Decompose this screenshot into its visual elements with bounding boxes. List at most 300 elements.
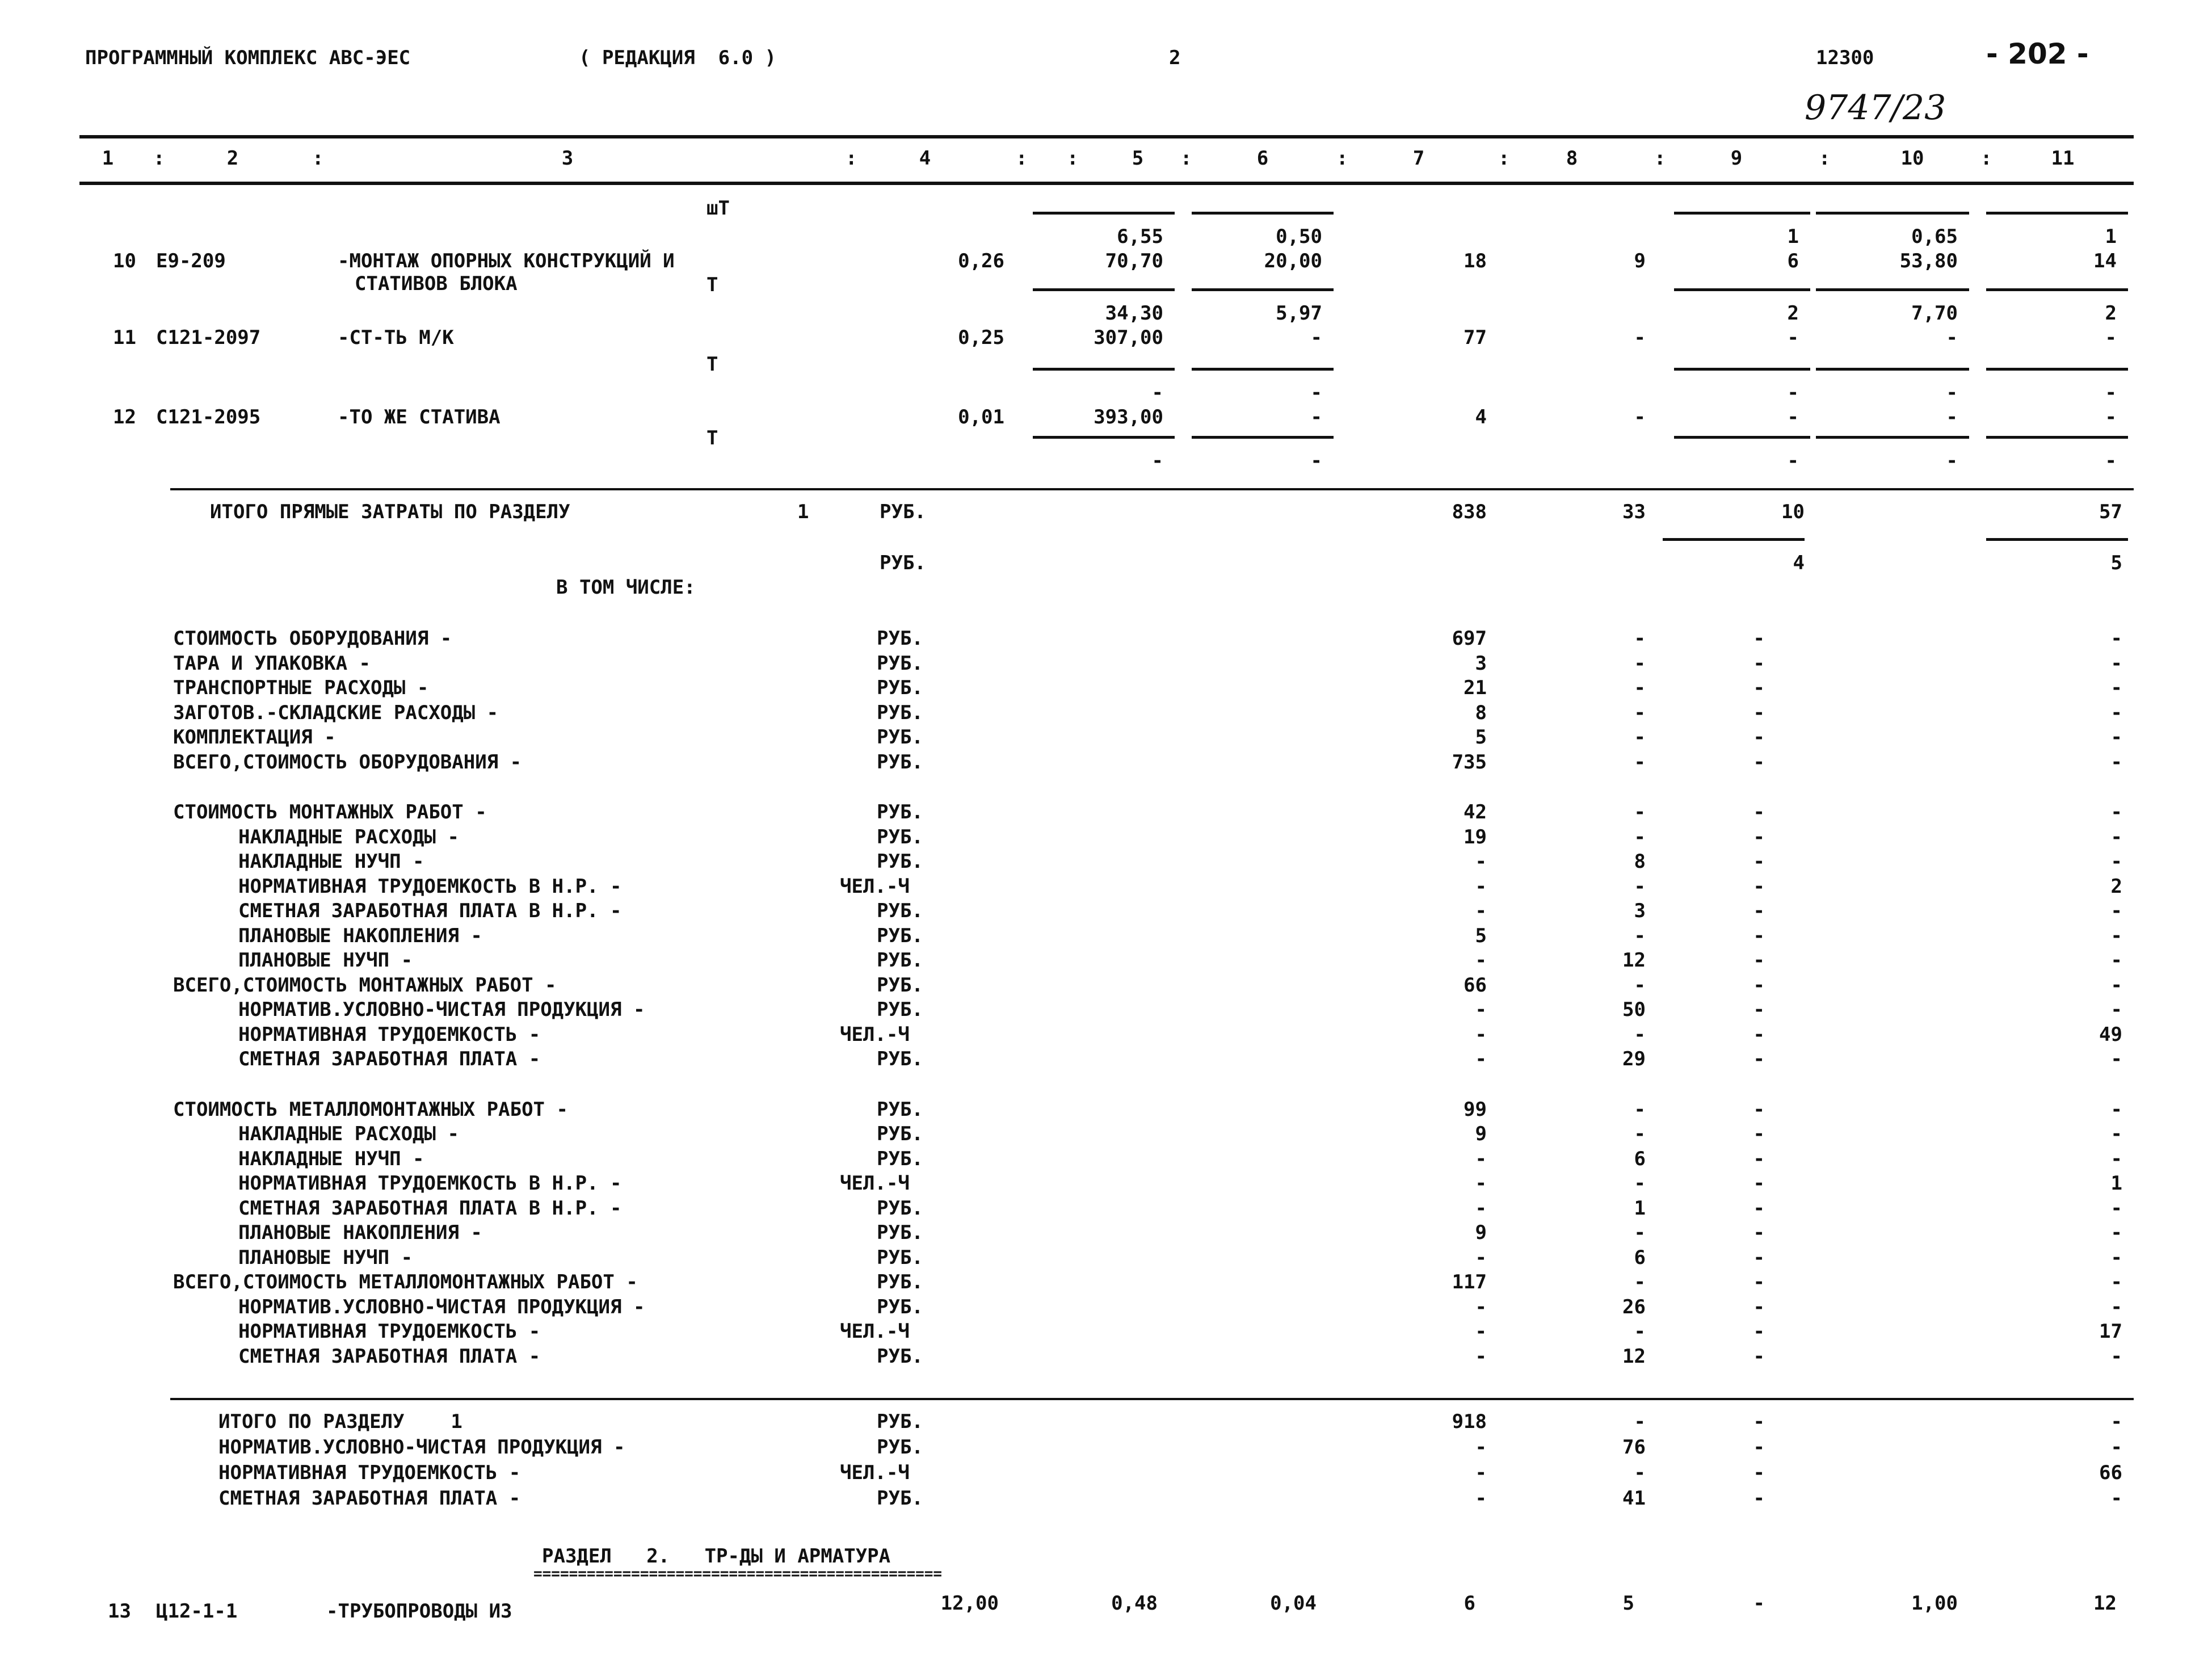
summary-col8: 3 bbox=[1634, 900, 1646, 922]
section-total-label: СМЕТНАЯ ЗАРАБОТНАЯ ПЛАТА - bbox=[218, 1487, 521, 1510]
summary-unit: РУБ. bbox=[877, 1295, 923, 1318]
summary-col9: - bbox=[1753, 677, 1765, 699]
summary-unit: РУБ. bbox=[877, 750, 923, 774]
summary-label: НОРМАТИВ.УСЛОВНО-ЧИСТАЯ ПРОДУКЦИЯ - bbox=[238, 998, 645, 1021]
summary-unit: РУБ. bbox=[877, 1345, 923, 1368]
item-unit: Т bbox=[707, 274, 718, 296]
item-c10-bottom: 53,80 bbox=[1899, 250, 1958, 272]
cell-rule bbox=[1816, 436, 1969, 439]
section-total-col8: - bbox=[1634, 1461, 1646, 1484]
summary-col7: - bbox=[1475, 1345, 1487, 1368]
section-total-unit: РУБ. bbox=[877, 1410, 923, 1433]
column-header-cell: 7 bbox=[1412, 147, 1425, 170]
summary-col11: - bbox=[2110, 1345, 2122, 1368]
summary-unit: РУБ. bbox=[877, 924, 923, 947]
section-total-col9: - bbox=[1753, 1487, 1765, 1510]
summary-label: НАКЛАДНЫЕ РАСХОДЫ - bbox=[238, 1123, 459, 1145]
section-total-col11: - bbox=[2110, 1436, 2122, 1459]
summary-col8: - bbox=[1634, 627, 1646, 650]
section-total-unit: ЧЕЛ.-Ч bbox=[840, 1461, 910, 1484]
item12-c9-bottom: - bbox=[1787, 450, 1799, 472]
section-total-col11: - bbox=[2110, 1410, 2122, 1433]
item-unit: Т bbox=[707, 353, 718, 376]
summary-col7: - bbox=[1475, 1147, 1487, 1170]
item-name-cont: СТАТИВОВ БЛОКА bbox=[355, 272, 518, 295]
summary-unit: ЧЕЛ.-Ч bbox=[840, 875, 910, 898]
summary-col9: - bbox=[1753, 652, 1765, 675]
column-separator: : bbox=[1180, 147, 1192, 170]
summary-col7: 3 bbox=[1475, 652, 1487, 675]
summary-label: НАКЛАДНЫЕ РАСХОДЫ - bbox=[238, 825, 459, 848]
summary-unit: ЧЕЛ.-Ч bbox=[840, 1172, 910, 1195]
summary-col9: - bbox=[1753, 825, 1765, 848]
summary-label: СМЕТНАЯ ЗАРАБОТНАЯ ПЛАТА В Н.Р. - bbox=[238, 900, 622, 922]
summary-label: ЗАГОТОВ.-СКЛАДСКИЕ РАСХОДЫ - bbox=[173, 701, 499, 724]
item13-qty: 12,00 bbox=[940, 1592, 999, 1615]
summary-unit: РУБ. bbox=[877, 850, 923, 873]
summary-col11: - bbox=[2110, 924, 2122, 947]
totals-col9-2: 4 bbox=[1793, 552, 1805, 574]
item12-c10-bottom: - bbox=[1946, 450, 1958, 472]
column-separator: : bbox=[846, 147, 857, 170]
column-header-cell: 3 bbox=[561, 147, 574, 170]
summary-label: НОРМАТИВ.УСЛОВНО-ЧИСТАЯ ПРОДУКЦИЯ - bbox=[238, 1295, 645, 1318]
summary-col7: - bbox=[1475, 949, 1487, 972]
summary-unit: ЧЕЛ.-Ч bbox=[840, 1023, 910, 1046]
item-c6-top: - bbox=[1310, 381, 1322, 404]
cell-rule bbox=[1674, 436, 1810, 439]
cell-rule bbox=[1192, 368, 1334, 371]
summary-col9: - bbox=[1753, 875, 1765, 898]
cell-rule bbox=[1192, 436, 1334, 439]
item-c9-bottom: - bbox=[1787, 326, 1799, 349]
item-c11-bottom: 14 bbox=[2093, 250, 2117, 272]
header-bottom-rule bbox=[79, 182, 2134, 185]
item-c10-top: - bbox=[1946, 381, 1958, 404]
section-total-unit: РУБ. bbox=[877, 1436, 923, 1459]
summary-label: СТОИМОСТЬ МЕТАЛЛОМОНТАЖНЫХ РАБОТ - bbox=[173, 1098, 568, 1121]
summary-col8: - bbox=[1634, 652, 1646, 675]
summary-label: НОРМАТИВНАЯ ТРУДОЕМКОСТЬ В Н.Р. - bbox=[238, 1172, 622, 1195]
summary-col7: 697 bbox=[1452, 627, 1487, 650]
summary-col8: 50 bbox=[1622, 998, 1646, 1021]
edition-label: ( РЕДАКЦИЯ 6.0 ) bbox=[579, 47, 776, 69]
summary-col7: 8 bbox=[1475, 701, 1487, 724]
summary-col9: - bbox=[1753, 1320, 1765, 1343]
item13-col5: 0,48 bbox=[1111, 1592, 1158, 1615]
summary-col9: - bbox=[1753, 1172, 1765, 1195]
item-name: -ТО ЖЕ СТАТИВА bbox=[338, 406, 501, 429]
summary-col9: - bbox=[1753, 973, 1765, 997]
totals-unit: РУБ. bbox=[880, 501, 926, 523]
summary-col11: 1 bbox=[2110, 1172, 2122, 1195]
summary-col8: - bbox=[1634, 973, 1646, 997]
summary-col9: - bbox=[1753, 998, 1765, 1021]
section-total-col11: - bbox=[2110, 1487, 2122, 1510]
cell-rule bbox=[1986, 288, 2128, 291]
summary-col9: - bbox=[1753, 900, 1765, 922]
section-total-label: НОРМАТИВ.УСЛОВНО-ЧИСТАЯ ПРОДУКЦИЯ - bbox=[218, 1436, 625, 1459]
section2-underline: ============================================== bbox=[533, 1565, 943, 1582]
summary-col9: - bbox=[1753, 1221, 1765, 1244]
cell-rule bbox=[1986, 212, 2128, 215]
summary-col7: - bbox=[1475, 1196, 1487, 1220]
summary-col11: 2 bbox=[2110, 875, 2122, 898]
item-c9-top: 1 bbox=[1787, 225, 1799, 248]
column-header-cell: 8 bbox=[1566, 147, 1578, 170]
item-c5-bottom: 70,70 bbox=[1105, 250, 1163, 272]
summary-unit: ЧЕЛ.-Ч bbox=[840, 1320, 910, 1343]
item13-col11: 12 bbox=[2093, 1592, 2117, 1615]
summary-label: СТОИМОСТЬ ОБОРУДОВАНИЯ - bbox=[173, 627, 452, 650]
summary-col9: - bbox=[1753, 1271, 1765, 1293]
column-header-cell: 5 bbox=[1132, 147, 1144, 170]
summary-label: КОМПЛЕКТАЦИЯ - bbox=[173, 726, 336, 749]
summary-col11: - bbox=[2110, 850, 2122, 873]
cell-rule bbox=[1033, 436, 1175, 439]
summary-col8: - bbox=[1634, 801, 1646, 824]
summary-col8: - bbox=[1634, 1098, 1646, 1121]
item-code: С121-2095 bbox=[156, 406, 261, 429]
cell-rule bbox=[1033, 288, 1175, 291]
cell-rule bbox=[1674, 288, 1810, 291]
summary-col11: - bbox=[2110, 726, 2122, 749]
totals-col11-2: 5 bbox=[2110, 552, 2122, 574]
summary-label: СМЕТНАЯ ЗАРАБОТНАЯ ПЛАТА - bbox=[238, 1048, 541, 1070]
summary-unit: РУБ. bbox=[877, 973, 923, 997]
cell-rule bbox=[1033, 368, 1175, 371]
summary-col7: - bbox=[1475, 998, 1487, 1021]
item-c11-bottom: - bbox=[2105, 406, 2117, 429]
item-c11-bottom: - bbox=[2105, 326, 2117, 349]
page-number: - 202 - bbox=[1986, 37, 2089, 70]
item13-number: 13 bbox=[108, 1600, 131, 1623]
summary-label: ТАРА И УПАКОВКА - bbox=[173, 652, 371, 675]
summary-col11: - bbox=[2110, 1295, 2122, 1318]
summary-unit: РУБ. bbox=[877, 801, 923, 824]
summary-col8: 26 bbox=[1622, 1295, 1646, 1318]
summary-col9: - bbox=[1753, 1098, 1765, 1121]
item12-c6-bottom: - bbox=[1310, 450, 1322, 472]
column-header-cell: 4 bbox=[919, 147, 931, 170]
item-unit: шТ bbox=[707, 197, 730, 220]
summary-col11: 17 bbox=[2099, 1320, 2122, 1343]
summary-unit: РУБ. bbox=[877, 726, 923, 749]
item-name: -СТ-ТЬ М/К bbox=[338, 326, 454, 349]
summary-col11: - bbox=[2110, 1221, 2122, 1244]
item13-col9: - bbox=[1753, 1592, 1765, 1615]
column-separator: : bbox=[312, 147, 324, 170]
section-total-col7: 918 bbox=[1452, 1410, 1487, 1433]
cell-rule bbox=[1674, 368, 1810, 371]
section-total-rule bbox=[170, 1398, 2134, 1400]
summary-unit: РУБ. bbox=[877, 1098, 923, 1121]
summary-col7: - bbox=[1475, 900, 1487, 922]
item-col8: - bbox=[1634, 326, 1646, 349]
summary-label: ПЛАНОВЫЕ НУЧП - bbox=[238, 1246, 413, 1269]
summary-unit: РУБ. bbox=[877, 1221, 923, 1244]
summary-label: ПЛАНОВЫЕ НАКОПЛЕНИЯ - bbox=[238, 924, 482, 947]
section-total-unit: РУБ. bbox=[877, 1487, 923, 1510]
item13-col7: 6 bbox=[1464, 1592, 1475, 1615]
summary-col8: - bbox=[1634, 701, 1646, 724]
cell-rule bbox=[1816, 368, 1969, 371]
summary-col7: 42 bbox=[1464, 801, 1487, 824]
cell-rule bbox=[1816, 212, 1969, 215]
item-c6-bottom: 20,00 bbox=[1264, 250, 1322, 272]
summary-unit: РУБ. bbox=[877, 998, 923, 1021]
summary-unit: РУБ. bbox=[877, 900, 923, 922]
summary-label: ПЛАНОВЫЕ НУЧП - bbox=[238, 949, 413, 972]
summary-unit: РУБ. bbox=[877, 652, 923, 675]
summary-col8: - bbox=[1634, 875, 1646, 898]
summary-col9: - bbox=[1753, 1196, 1765, 1220]
section-total-col8: - bbox=[1634, 1410, 1646, 1433]
item-c9-bottom: - bbox=[1787, 406, 1799, 429]
item-number: 12 bbox=[113, 406, 136, 429]
item-col7: 77 bbox=[1464, 326, 1487, 349]
summary-col7: - bbox=[1475, 1295, 1487, 1318]
summary-col11: - bbox=[2110, 750, 2122, 774]
section-total-label: НОРМАТИВНАЯ ТРУДОЕМКОСТЬ - bbox=[218, 1461, 521, 1484]
handwritten-reference: 9747/23 bbox=[1805, 88, 1946, 128]
column-separator: : bbox=[1067, 147, 1079, 170]
item-code: С121-2097 bbox=[156, 326, 261, 349]
summary-col7: 5 bbox=[1475, 726, 1487, 749]
summary-col7: 99 bbox=[1464, 1098, 1487, 1121]
summary-col8: - bbox=[1634, 924, 1646, 947]
summary-label: ВСЕГО,СТОИМОСТЬ МОНТАЖНЫХ РАБОТ - bbox=[173, 973, 557, 997]
item13-col6: 0,04 bbox=[1270, 1592, 1317, 1615]
item-unit: Т bbox=[707, 427, 718, 450]
totals-col9-underline bbox=[1663, 538, 1805, 541]
item-number: 11 bbox=[113, 326, 136, 349]
summary-label: НОРМАТИВНАЯ ТРУДОЕМКОСТЬ В Н.Р. - bbox=[238, 875, 622, 898]
summary-col9: - bbox=[1753, 1123, 1765, 1145]
summary-col8: 29 bbox=[1622, 1048, 1646, 1070]
column-header-cell: 9 bbox=[1730, 147, 1743, 170]
summary-col7: 19 bbox=[1464, 825, 1487, 848]
summary-col7: 9 bbox=[1475, 1123, 1487, 1145]
section-total-col7: - bbox=[1475, 1461, 1487, 1484]
summary-col9: - bbox=[1753, 850, 1765, 873]
item-quantity: 0,26 bbox=[958, 250, 1004, 272]
item-c9-top: 2 bbox=[1787, 302, 1799, 325]
cell-rule bbox=[1033, 212, 1175, 215]
summary-col9: - bbox=[1753, 801, 1765, 824]
summary-col11: - bbox=[2110, 701, 2122, 724]
summary-col7: - bbox=[1475, 1172, 1487, 1195]
cell-rule bbox=[1986, 368, 2128, 371]
section-total-col9: - bbox=[1753, 1461, 1765, 1484]
summary-col7: - bbox=[1475, 1023, 1487, 1046]
cell-rule bbox=[1192, 212, 1334, 215]
item-col7: 4 bbox=[1475, 406, 1487, 429]
item12-c11-bottom: - bbox=[2105, 450, 2117, 472]
summary-label: ВСЕГО,СТОИМОСТЬ МЕТАЛЛОМОНТАЖНЫХ РАБОТ - bbox=[173, 1271, 638, 1293]
summary-col11: - bbox=[2110, 652, 2122, 675]
summary-col11: - bbox=[2110, 1246, 2122, 1269]
summary-col8: 6 bbox=[1634, 1246, 1646, 1269]
column-separator: : bbox=[1498, 147, 1510, 170]
column-header-cell: 11 bbox=[2051, 147, 2075, 170]
program-title: ПРОГРАММНЫЙ КОМПЛЕКС АВС-ЭЕС bbox=[85, 47, 411, 69]
summary-unit: РУБ. bbox=[877, 627, 923, 650]
item12-c5-bottom: - bbox=[1151, 450, 1163, 472]
cell-rule bbox=[1816, 288, 1969, 291]
summary-col7: 117 bbox=[1452, 1271, 1487, 1293]
totals-label: ИТОГО ПРЯМЫЕ ЗАТРАТЫ ПО РАЗДЕЛУ bbox=[210, 501, 570, 523]
item13-code: Ц12-1-1 bbox=[156, 1600, 238, 1623]
item-c6-bottom: - bbox=[1310, 326, 1322, 349]
section-total-col9: - bbox=[1753, 1410, 1765, 1433]
item-quantity: 0,25 bbox=[958, 326, 1004, 349]
item-c10-bottom: - bbox=[1946, 326, 1958, 349]
summary-col8: 8 bbox=[1634, 850, 1646, 873]
summary-col9: - bbox=[1753, 924, 1765, 947]
item-col7: 18 bbox=[1464, 250, 1487, 272]
item-c10-top: 7,70 bbox=[1911, 302, 1958, 325]
summary-col9: - bbox=[1753, 701, 1765, 724]
item13-col10: 1,00 bbox=[1911, 1592, 1958, 1615]
item-col8: - bbox=[1634, 406, 1646, 429]
summary-col11: - bbox=[2110, 1048, 2122, 1070]
column-separator: : bbox=[1980, 147, 1992, 170]
summary-col7: - bbox=[1475, 1048, 1487, 1070]
item-c9-top: - bbox=[1787, 381, 1799, 404]
summary-col8: 12 bbox=[1622, 949, 1646, 972]
totals-col8: 33 bbox=[1622, 501, 1646, 523]
item13-name: -ТРУБОПРОВОДЫ ИЗ bbox=[326, 1600, 512, 1623]
totals-section-number: 1 bbox=[797, 501, 809, 523]
summary-col7: - bbox=[1475, 850, 1487, 873]
cell-rule bbox=[1674, 212, 1810, 215]
item13-col8: 5 bbox=[1622, 1592, 1634, 1615]
summary-col8: - bbox=[1634, 1123, 1646, 1145]
summary-unit: РУБ. bbox=[877, 1123, 923, 1145]
summary-col9: - bbox=[1753, 627, 1765, 650]
item-code: Е9-209 bbox=[156, 250, 226, 272]
item-c5-top: - bbox=[1151, 381, 1163, 404]
section-total-col7: - bbox=[1475, 1487, 1487, 1510]
item-c5-top: 6,55 bbox=[1117, 225, 1163, 248]
column-separator: : bbox=[1016, 147, 1028, 170]
item-c9-bottom: 6 bbox=[1787, 250, 1799, 272]
summary-col7: - bbox=[1475, 1246, 1487, 1269]
summary-col8: - bbox=[1634, 1271, 1646, 1293]
summary-col9: - bbox=[1753, 1147, 1765, 1170]
summary-label: НАКЛАДНЫЕ НУЧП - bbox=[238, 1147, 424, 1170]
item-c11-top: - bbox=[2105, 381, 2117, 404]
summary-col7: 9 bbox=[1475, 1221, 1487, 1244]
column-header-cell: 6 bbox=[1256, 147, 1269, 170]
item-c11-top: 2 bbox=[2105, 302, 2117, 325]
summary-label: НАКЛАДНЫЕ НУЧП - bbox=[238, 850, 424, 873]
summary-col11: - bbox=[2110, 1271, 2122, 1293]
summary-col9: - bbox=[1753, 1295, 1765, 1318]
totals-col9: 10 bbox=[1781, 501, 1805, 523]
summary-col9: - bbox=[1753, 726, 1765, 749]
summary-col11: 49 bbox=[2099, 1023, 2122, 1046]
item-c6-bottom: - bbox=[1310, 406, 1322, 429]
summary-col9: - bbox=[1753, 1246, 1765, 1269]
section-total-col9: - bbox=[1753, 1436, 1765, 1459]
summary-col11: - bbox=[2110, 900, 2122, 922]
summary-col8: - bbox=[1634, 825, 1646, 848]
summary-label: ВСЕГО,СТОИМОСТЬ ОБОРУДОВАНИЯ - bbox=[173, 750, 522, 774]
summary-col11: - bbox=[2110, 1098, 2122, 1121]
summary-col11: - bbox=[2110, 1123, 2122, 1145]
summary-label: СМЕТНАЯ ЗАРАБОТНАЯ ПЛАТА В Н.Р. - bbox=[238, 1196, 622, 1220]
column-separator: : bbox=[1654, 147, 1666, 170]
summary-col8: - bbox=[1634, 750, 1646, 774]
summary-unit: РУБ. bbox=[877, 1147, 923, 1170]
summary-col8: - bbox=[1634, 1221, 1646, 1244]
item-c6-top: 0,50 bbox=[1276, 225, 1322, 248]
sheet-number: 2 bbox=[1169, 47, 1181, 69]
summary-unit: РУБ. bbox=[877, 949, 923, 972]
summary-col8: 6 bbox=[1634, 1147, 1646, 1170]
item-c5-bottom: 307,00 bbox=[1094, 326, 1163, 349]
summary-unit: РУБ. bbox=[877, 701, 923, 724]
summary-col7: 66 bbox=[1464, 973, 1487, 997]
summary-col11: - bbox=[2110, 825, 2122, 848]
summary-col11: - bbox=[2110, 1147, 2122, 1170]
item-name: -МОНТАЖ ОПОРНЫХ КОНСТРУКЦИЙ И bbox=[338, 250, 675, 272]
summary-label: НОРМАТИВНАЯ ТРУДОЕМКОСТЬ - bbox=[238, 1023, 541, 1046]
totals-rule bbox=[170, 488, 2134, 490]
summary-col7: 735 bbox=[1452, 750, 1487, 774]
summary-col7: 21 bbox=[1464, 677, 1487, 699]
column-separator: : bbox=[1336, 147, 1348, 170]
summary-col9: - bbox=[1753, 1023, 1765, 1046]
summary-col8: 12 bbox=[1622, 1345, 1646, 1368]
totals-col11: 57 bbox=[2099, 501, 2122, 523]
summary-col11: - bbox=[2110, 627, 2122, 650]
section-total-col7: - bbox=[1475, 1436, 1487, 1459]
header-top-rule bbox=[79, 135, 2134, 138]
summary-col9: - bbox=[1753, 1345, 1765, 1368]
summary-label: НОРМАТИВНАЯ ТРУДОЕМКОСТЬ - bbox=[238, 1320, 541, 1343]
summary-col9: - bbox=[1753, 750, 1765, 774]
section-total-col8: 41 bbox=[1622, 1487, 1646, 1510]
summary-col8: - bbox=[1634, 1023, 1646, 1046]
summary-col7: - bbox=[1475, 875, 1487, 898]
summary-col8: - bbox=[1634, 677, 1646, 699]
section-total-col11: 66 bbox=[2099, 1461, 2122, 1484]
cell-rule bbox=[1986, 436, 2128, 439]
summary-col8: - bbox=[1634, 1172, 1646, 1195]
item-quantity: 0,01 bbox=[958, 406, 1004, 429]
item-col8: 9 bbox=[1634, 250, 1646, 272]
item-c11-top: 1 bbox=[2105, 225, 2117, 248]
summary-unit: РУБ. bbox=[877, 677, 923, 699]
item-c6-top: 5,97 bbox=[1276, 302, 1322, 325]
summary-label: ПЛАНОВЫЕ НАКОПЛЕНИЯ - bbox=[238, 1221, 482, 1244]
summary-col9: - bbox=[1753, 949, 1765, 972]
item-c10-top: 0,65 bbox=[1911, 225, 1958, 248]
item-number: 10 bbox=[113, 250, 136, 272]
summary-col7: 5 bbox=[1475, 924, 1487, 947]
column-header-cell: 10 bbox=[1900, 147, 1924, 170]
summary-unit: РУБ. bbox=[877, 1196, 923, 1220]
summary-col11: - bbox=[2110, 973, 2122, 997]
item-c5-top: 34,30 bbox=[1105, 302, 1163, 325]
column-separator: : bbox=[1819, 147, 1831, 170]
column-separator: : bbox=[153, 147, 165, 170]
summary-col11: - bbox=[2110, 677, 2122, 699]
summary-label: ТРАНСПОРТНЫЕ РАСХОДЫ - bbox=[173, 677, 429, 699]
